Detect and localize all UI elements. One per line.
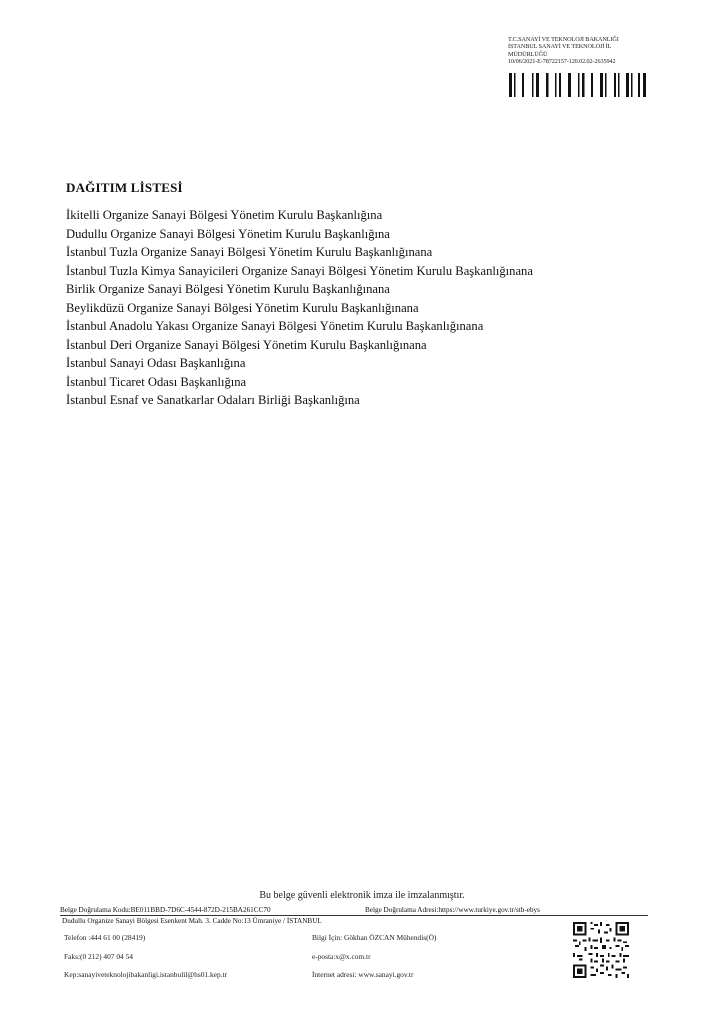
recipient-item: İstanbul Esnaf ve Sanatkarlar Odaları Birliği Başkanlığına [66, 393, 360, 407]
document-stamp [508, 36, 654, 66]
stamp-line: T.C.SANAYİ VE TEKNOLOJİ BAKANLIĞI [508, 36, 619, 43]
verification-address[interactable]: Belge Doğrulama Adresi:https://www.turkiye.gov.tr/stb-ebys [365, 906, 540, 914]
stamp-line: MÜDÜRLÜĞÜ [508, 50, 548, 58]
fax: Faks:(0 212) 407 04 54 [64, 952, 133, 961]
kep-address[interactable]: Kep:sanayiveteknolojibakanligi.istanbulil@hs01.kep.tr [64, 970, 228, 979]
recipient-item: İstanbul Sanayi Odası Başkanlığına [66, 356, 246, 370]
recipient-item: İkitelli Organize Sanayi Bölgesi Yönetim Kurulu Başkanlığına [66, 208, 383, 222]
verification-code: Belge Doğrulama Kodu:BE011BBD-7D6C-4544-872D-215BA261CC70 [60, 906, 271, 914]
e-signature-note: Bu belge güvenli elektronik imza ile imzalanmıştır. [259, 890, 465, 901]
recipient-item: İstanbul Deri Organize Sanayi Bölgesi Yönetim Kurulu Başkanlığınana [66, 337, 427, 352]
stamp-line: İSTANBUL SANAYİ VE TEKNOLOJİ İL [508, 43, 612, 51]
recipient-item: Dudullu Organize Sanayi Bölgesi Yönetim Kurulu Başkanlığına [66, 226, 390, 241]
recipient-item: İstanbul Anadolu Yakası Organize Sanayi Bölgesi Yönetim Kurulu Başkanlığınana [66, 319, 484, 333]
phone: Telefon :444 61 00 (28419) [64, 933, 146, 942]
recipient-item: Beylikdüzü Organize Sanayi Bölgesi Yönetim Kurulu Başkanlığınana [66, 300, 419, 315]
contact-person: Bilgi İçin: Gökhan ÖZCAN Mühendis(Ö) [312, 933, 437, 942]
office-address: Dudullu Organize Sanayi Bölgesi Esenkent Mah. 3. Cadde No:13 Ümraniye / İSTANBUL [62, 917, 322, 925]
recipient-list [66, 206, 533, 410]
barcode [508, 73, 648, 97]
recipient-item: İstanbul Tuzla Organize Sanayi Bölgesi Yönetim Kurulu Başkanlığınana [66, 245, 433, 259]
website[interactable]: İnternet adresi: www.sanayi.gov.tr [312, 970, 414, 979]
recipient-item: İstanbul Tuzla Kimya Sanayicileri Organize Sanayi Bölgesi Yönetim Kurulu Başkanlığınana [66, 263, 533, 278]
qr-code [573, 922, 629, 978]
email[interactable]: e-posta:x@x.com.tr [312, 952, 371, 961]
document-number: 10/06/2021-E-78722157-120.02.02-2635942 [508, 58, 616, 66]
distribution-list-title: DAĞITIM LİSTESİ [66, 180, 183, 195]
verification-row [60, 906, 648, 916]
recipient-item: İstanbul Ticaret Odası Başkanlığına [66, 374, 247, 389]
recipient-item: Birlik Organize Sanayi Bölgesi Yönetim Kurulu Başkanlığınana [66, 282, 390, 296]
